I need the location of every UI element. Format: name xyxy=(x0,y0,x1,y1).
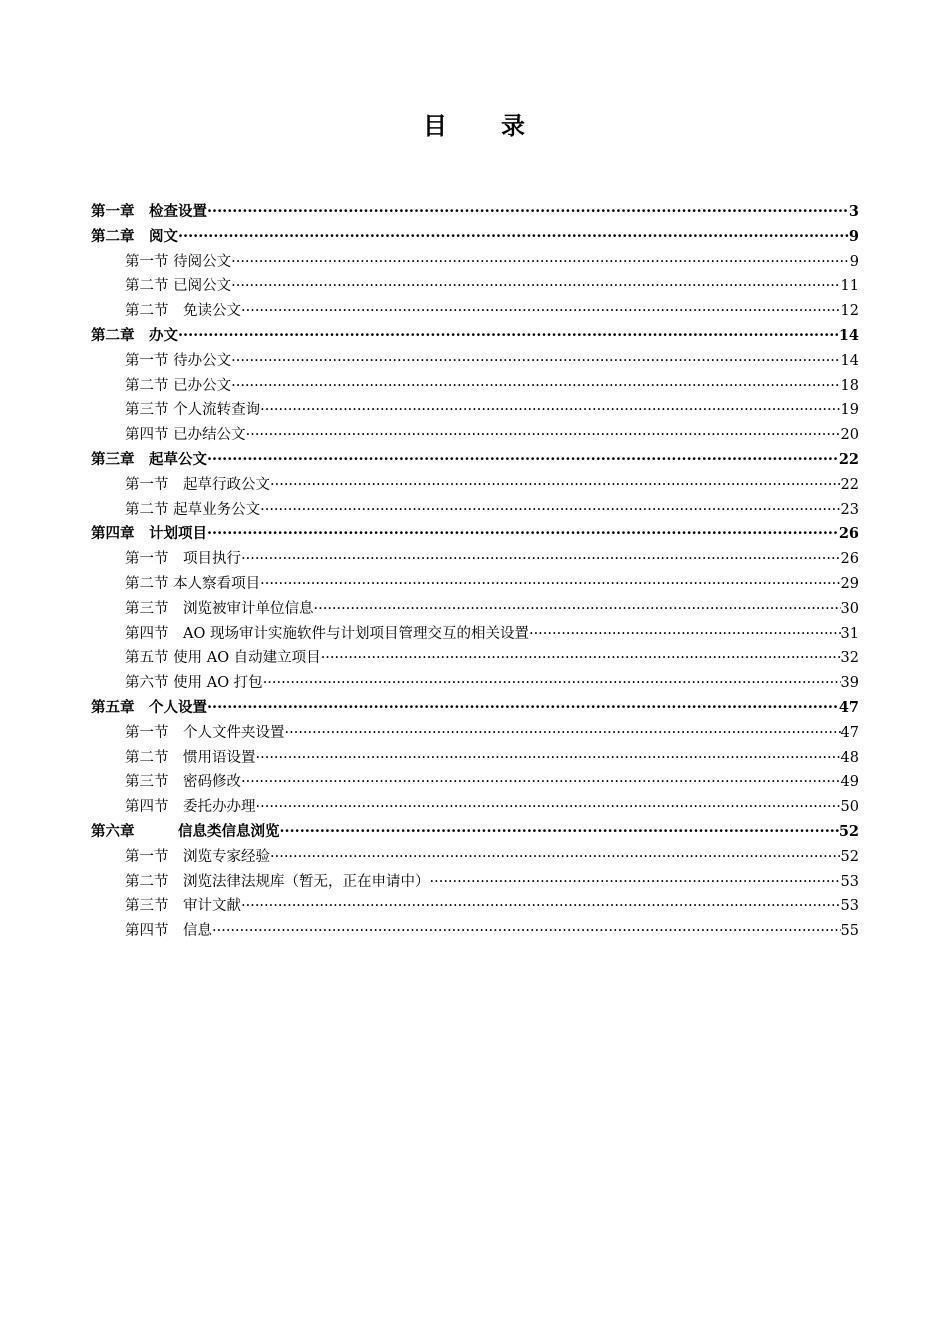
toc-entry-section[interactable] xyxy=(91,646,859,671)
dot-leader xyxy=(207,448,839,473)
toc-entry-page: 53 xyxy=(840,873,859,890)
dot-leader xyxy=(241,894,841,919)
toc-entry-label: 第二节 已阅公文 xyxy=(125,278,232,295)
dot-leader xyxy=(207,200,849,225)
dot-leader xyxy=(256,795,841,820)
toc-entry-label: 第四章 计划项目 xyxy=(91,525,207,543)
toc-entry-label: 第一节 个人文件夹设置 xyxy=(125,724,285,741)
toc-entry-page: 52 xyxy=(840,848,859,865)
toc-entry-label: 第四节 信息 xyxy=(125,923,212,940)
toc-entry-page: 48 xyxy=(840,749,859,766)
toc-entry-page: 30 xyxy=(840,600,859,617)
toc-entry-section[interactable] xyxy=(91,547,859,572)
dot-leader xyxy=(529,622,841,647)
toc-entry-section[interactable] xyxy=(91,250,859,275)
toc-entry-label: 第三节 浏览被审计单位信息 xyxy=(125,600,314,617)
dot-leader xyxy=(270,845,841,870)
toc-entry-section[interactable] xyxy=(91,622,859,647)
dot-leader xyxy=(231,349,840,374)
toc-entry-page: 26 xyxy=(838,525,859,543)
toc-entry-label: 第一节 浏览专家经验 xyxy=(125,848,270,865)
dot-leader xyxy=(231,250,850,275)
toc-entry-label: 第二节 起草业务公文 xyxy=(125,501,261,518)
toc-entry-page: 47 xyxy=(838,698,859,716)
toc-entry-section[interactable] xyxy=(91,894,859,919)
toc-entry-page: 11 xyxy=(840,278,859,295)
toc-entry-label: 第二节 已办公文 xyxy=(125,377,232,394)
toc-entry-label: 第一节 待阅公文 xyxy=(125,253,232,270)
toc-entry-page: 29 xyxy=(840,575,859,592)
toc-entry-label: 第一章 检查设置 xyxy=(91,203,207,220)
toc-entry-label: 第六章 信息类信息浏览 xyxy=(91,822,280,840)
toc-entry-section[interactable] xyxy=(91,870,859,895)
dot-leader xyxy=(321,646,841,671)
toc-entry-label: 第一节 起草行政公文 xyxy=(125,476,270,493)
toc-entry-label: 第三节 个人流转查询 xyxy=(125,402,261,419)
toc-entry-label: 第四节 已办结公文 xyxy=(125,427,246,444)
table-of-contents xyxy=(91,200,859,944)
dot-leader xyxy=(256,746,841,771)
toc-entry-page: 55 xyxy=(840,923,859,940)
toc-entry-section[interactable] xyxy=(91,473,859,498)
toc-entry-label: 第二章 阅文 xyxy=(91,227,178,245)
dot-leader xyxy=(207,522,839,547)
toc-entry-page: 14 xyxy=(838,326,859,344)
toc-entry-section[interactable] xyxy=(91,721,859,746)
dot-leader xyxy=(212,919,841,944)
toc-entry-section[interactable] xyxy=(91,274,859,299)
dot-leader xyxy=(270,473,841,498)
toc-entry-page: 9 xyxy=(849,253,859,270)
dot-leader xyxy=(241,770,841,795)
dot-leader xyxy=(260,498,840,523)
dot-leader xyxy=(314,597,841,622)
toc-entry-section[interactable] xyxy=(91,770,859,795)
toc-entry-label: 第三节 密码修改 xyxy=(125,774,241,791)
dot-leader xyxy=(430,870,841,895)
toc-entry-chapter[interactable] xyxy=(91,200,859,225)
dot-leader xyxy=(280,820,839,845)
toc-entry-section[interactable] xyxy=(91,423,859,448)
dot-leader xyxy=(246,423,841,448)
toc-entry-page: 39 xyxy=(840,675,859,692)
toc-entry-label: 第二节 本人察看项目 xyxy=(125,575,261,592)
toc-entry-page: 50 xyxy=(840,799,859,816)
toc-entry-section[interactable] xyxy=(91,671,859,696)
toc-entry-chapter[interactable] xyxy=(91,448,859,473)
toc-entry-section[interactable] xyxy=(91,398,859,423)
toc-entry-section[interactable] xyxy=(91,795,859,820)
toc-entry-page: 19 xyxy=(840,402,859,419)
toc-entry-label: 第五章 个人设置 xyxy=(91,698,207,716)
toc-entry-page: 18 xyxy=(840,377,859,394)
toc-entry-label: 第三节 审计文献 xyxy=(125,898,241,915)
toc-entry-label: 第二节 免读公文 xyxy=(125,303,241,320)
toc-entry-section[interactable] xyxy=(91,746,859,771)
toc-entry-page: 3 xyxy=(848,203,859,220)
toc-entry-label: 第二节 浏览法律法规库（暂无，正在申请中） xyxy=(125,873,430,890)
toc-entry-section[interactable] xyxy=(91,299,859,324)
dot-leader xyxy=(260,398,840,423)
dot-leader xyxy=(260,572,840,597)
toc-entry-page: 22 xyxy=(838,450,859,468)
toc-entry-page: 20 xyxy=(840,427,859,444)
dot-leader xyxy=(241,299,841,324)
dot-leader xyxy=(263,671,841,696)
toc-entry-label: 第六节 使用 AO 打包 xyxy=(125,675,263,692)
toc-entry-page: 32 xyxy=(840,650,859,667)
toc-entry-page: 53 xyxy=(840,898,859,915)
toc-entry-label: 第四节 AO 现场审计实施软件与计划项目管理交互的相关设置 xyxy=(125,625,529,642)
toc-entry-page: 26 xyxy=(840,551,859,568)
toc-entry-label: 第三章 起草公文 xyxy=(91,450,207,468)
toc-entry-section[interactable] xyxy=(91,498,859,523)
dot-leader xyxy=(178,324,839,349)
toc-entry-chapter[interactable] xyxy=(91,324,859,349)
dot-leader xyxy=(285,721,841,746)
toc-entry-section[interactable] xyxy=(91,597,859,622)
toc-entry-section[interactable] xyxy=(91,349,859,374)
toc-entry-label: 第一节 待办公文 xyxy=(125,352,232,369)
toc-entry-page: 52 xyxy=(838,822,859,840)
toc-entry-chapter[interactable] xyxy=(91,820,859,845)
toc-entry-label: 第四节 委托办办理 xyxy=(125,799,256,816)
toc-entry-page: 22 xyxy=(840,476,859,493)
toc-entry-chapter[interactable] xyxy=(91,225,859,250)
toc-entry-label: 第五节 使用 AO 自动建立项目 xyxy=(125,650,321,667)
toc-entry-chapter[interactable] xyxy=(91,522,859,547)
dot-leader xyxy=(207,696,839,721)
toc-entry-page: 47 xyxy=(840,724,859,741)
toc-entry-label: 第二节 惯用语设置 xyxy=(125,749,256,766)
toc-entry-page: 31 xyxy=(840,625,859,642)
toc-entry-section[interactable] xyxy=(91,572,859,597)
toc-entry-page: 49 xyxy=(840,774,859,791)
toc-entry-label: 第一节 项目执行 xyxy=(125,551,241,568)
page-title: 目 录 xyxy=(423,111,527,140)
toc-entry-page: 9 xyxy=(848,227,859,245)
toc-entry-label: 第二章 办文 xyxy=(91,326,178,344)
dot-leader xyxy=(178,225,849,250)
toc-entry-section[interactable] xyxy=(91,845,859,870)
dot-leader xyxy=(231,374,840,399)
toc-entry-page: 23 xyxy=(840,501,859,518)
toc-entry-page: 14 xyxy=(840,352,859,369)
toc-entry-page: 12 xyxy=(840,303,859,320)
toc-entry-section[interactable] xyxy=(91,919,859,944)
dot-leader xyxy=(231,274,840,299)
toc-entry-section[interactable] xyxy=(91,374,859,399)
toc-entry-chapter[interactable] xyxy=(91,696,859,721)
dot-leader xyxy=(241,547,841,572)
